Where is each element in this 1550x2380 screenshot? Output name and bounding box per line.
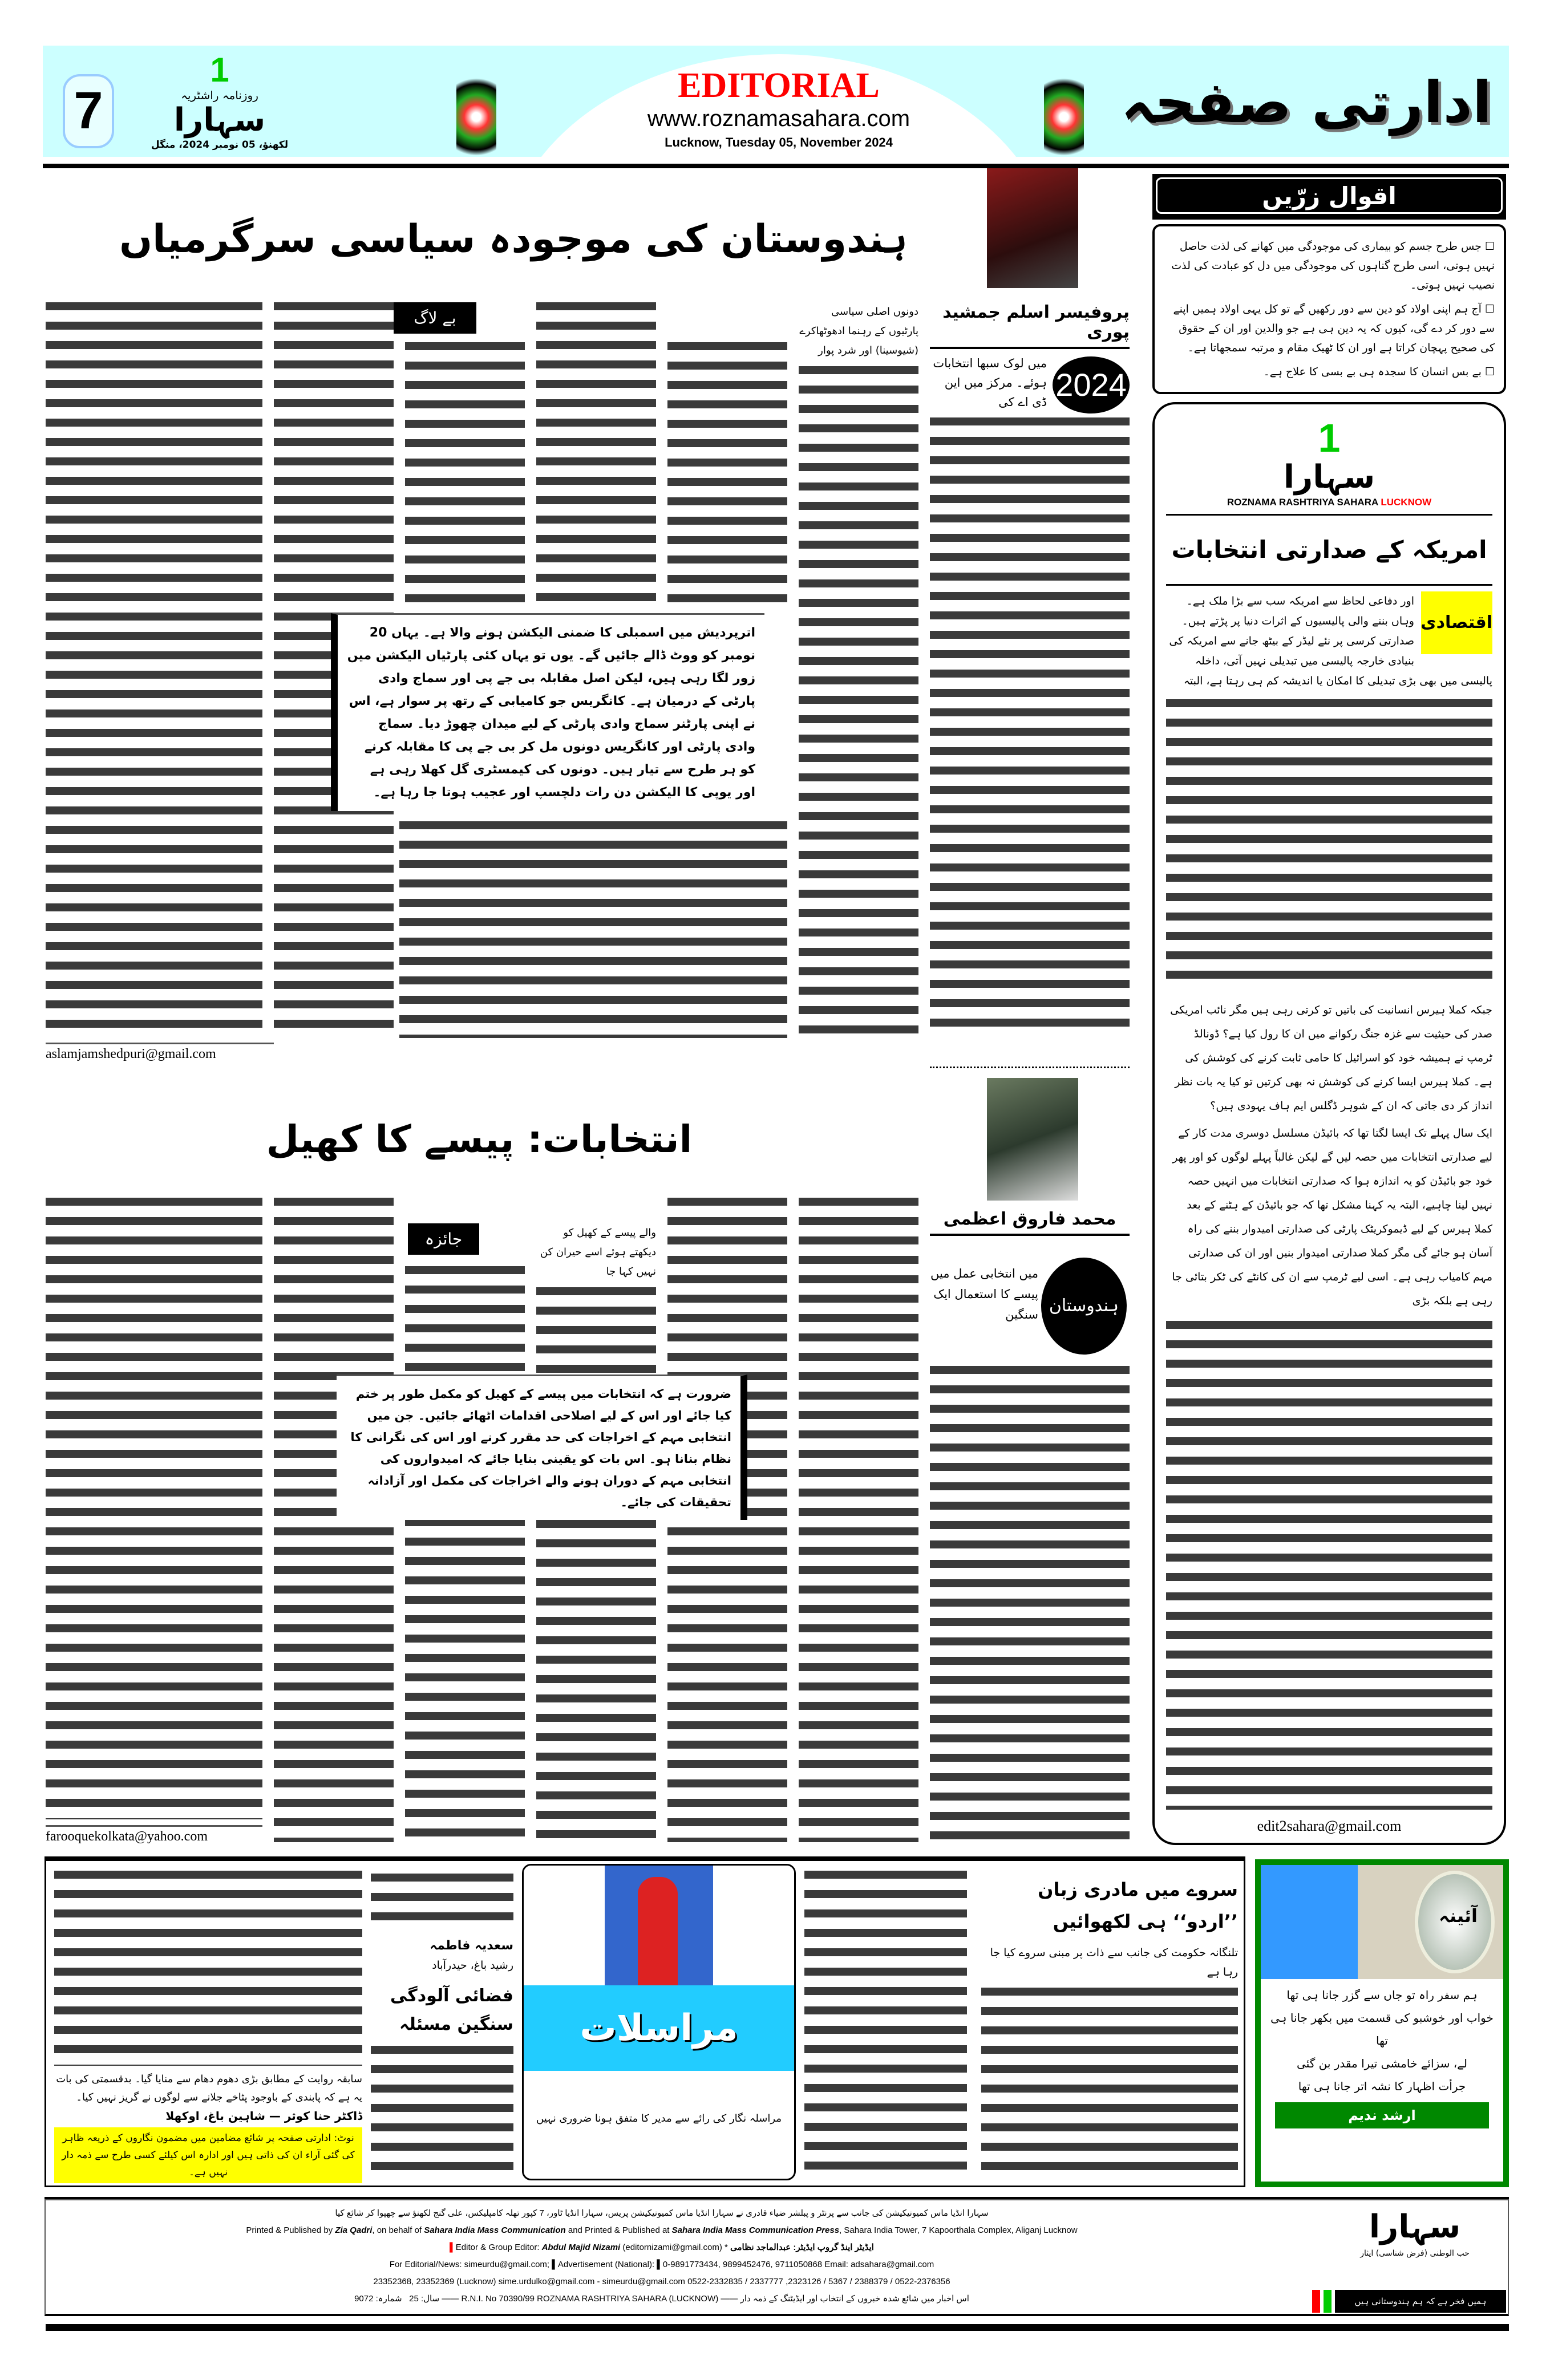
- article2-pullquote: ضرورت ہے کہ انتخابات میں پیسے کے کھیل کو مکمل طور پر ختم کیا جائے اور اس کے لیے اصلاحی اقدامات اٹھائے جائیں۔ جن میں انتخابی مہم کے اخراجات کی حد مقرر کرنے اور اس کی نگرانی کا نظام بنانا ہو۔ اس بات کو یقینی بنایا جائے کہ امیدواروں کی انتخابی مہم کے دوران ہونے والے اخراجات کی مکمل اور آزادانہ تحقیقات کی جائے۔: [337, 1375, 747, 1520]
- editorial-box: [1152, 402, 1506, 1845]
- letter3-signature: ڈاکٹر حنا کوثر — شاہین باغ، اوکھلا: [165, 2109, 362, 2123]
- article-divider: [930, 1067, 1130, 1070]
- letter1-body: [981, 1988, 1238, 2179]
- letters-left-column: [54, 1871, 362, 2183]
- editorial-rule: [1166, 584, 1492, 586]
- article2-email[interactable]: farooquekolkata@yahoo.com: [46, 1825, 262, 1844]
- article1-col1: [930, 354, 1130, 1038]
- editorial-body: [1166, 699, 1492, 990]
- dateline: Lucknow, Tuesday 05, November 2024: [665, 135, 893, 149]
- verse-line: جرأت اظہار کا نشہ اتر جانا ہی تھا: [1298, 2079, 1466, 2093]
- poet-portrait: آئینہ: [1261, 1865, 1503, 1979]
- article1-body-col4: [536, 302, 656, 607]
- editorial-para2: ایک سال پہلے تک ایسا لگتا تھا کہ بائیڈن مسلسل دوسری مدت کار کے لیے صدارتی انتخابات میں حصہ لیں گے لیکن غالباً پہلے لوگوں کو اور پھر خود جو بائیڈن کو یہ اندازہ ہوا کہ صدارتی انتخابات میں انہیں حصہ نہیں لینا چاہیے، البتہ یہ کہنا مشکل تھا کہ جو بائیڈن کے ہٹنے کے بعد کملا ہیرس کے لیے ڈیموکریٹک پارٹی کی صدارتی امیدوار بننے کی راہ آسان ہو جائے گی مگر کملا صدارتی امیدوار بنیں اور ان کی صدارتی مہم کامیاب رہی ہے۔ اسی لیے ٹرمپ سے ان کی کانٹے کی ٹکر بتائی جا رہی ہے بلکہ بڑی: [1172, 1127, 1492, 1307]
- author-photo-farooq: [987, 1078, 1078, 1201]
- sahara-logo: [134, 52, 305, 152]
- article1-pullquote: اترپردیش میں اسمبلی کا ضمنی الیکشن ہونے والا ہے۔ یہاں 20 نومبر کو ووٹ ڈالے جائیں گے۔ یوں تو یہاں کئی پارٹیاں الیکشن میں زور لگا رہی ہیں، لیکن اصل مقابلہ بی جے پی اور سماج وادی پارٹی کے درمیان ہے۔ کانگریس جو کامیابی کے رتھ پر سوار ہے، اس نے اپنی پارٹنر سماج وادی پارٹی کے لیے میدان چھوڑ دیا۔ سماج وادی پارٹی اور کانگریس دونوں مل کر بی جے پی کا مقابلہ کرنے کو ہر طرح سے تیار ہیں۔ دونوں کی کیمسٹری گل کھلا رہی ہے اور یوپی کا الیکشن دن رات دلچسپ اور عجیب ہوتا جا رہا ہے۔: [331, 613, 764, 811]
- article2-lead: والے پیسے کے کھیل کو دیکھتے ہوئے اسے حیران کن نہیں کہا جا: [540, 1227, 656, 1278]
- tag-iqtisadi: اقتصادی: [1421, 591, 1492, 654]
- mailbox-icon: [638, 1877, 678, 1985]
- article2-col4: [536, 1223, 656, 1842]
- article2-byline: محمد فاروق اعظمی: [930, 1209, 1130, 1236]
- letters-masthead: مراسلات مراسلہ نگار کی رائے سے مدیر کا متفق ہونا ضروری نہیں: [522, 1864, 796, 2180]
- website-link[interactable]: www.roznamasahara.com: [647, 106, 910, 131]
- email-icon: [524, 1866, 794, 1985]
- article2-body-col5: [405, 1266, 525, 1842]
- masthead-center: [502, 66, 1055, 150]
- verse-line: خواب اور خوشبو کی قسمت میں بکھر جانا ہی تھا: [1270, 2011, 1494, 2047]
- article2-col1: [930, 1263, 1130, 1842]
- letter2-body-lower: [371, 2046, 513, 2179]
- article2-headline: انتخابات: پیسے کا کھیل: [266, 1117, 693, 1161]
- author-photo-aslam: [987, 168, 1078, 288]
- article2-body-col4: [536, 1287, 656, 1842]
- article2-body-col2: [799, 1198, 918, 1842]
- tag-be-laag: بے لاگ: [394, 302, 476, 334]
- header-rule: [43, 164, 1509, 168]
- aqwal-box: [1152, 224, 1506, 394]
- aqwal-item: ☐ بے بس انسان کا سجدہ ہی بے بسی کا علاج ہے۔: [1263, 366, 1495, 378]
- letter1-intro: تلنگانہ حکومت کی جانب سے ذات پر مبنی سروے کیا جا رہا ہے: [990, 1947, 1238, 1978]
- letter1-body-col2: [804, 1871, 967, 2179]
- section-label: EDITORIAL: [678, 66, 880, 105]
- article1-col2: [799, 302, 918, 1038]
- article1-body-col7: [46, 302, 262, 1038]
- aqwal-item: ☐ آج ہم اپنی اولاد کو دین سے دور رکھیں گے تو کل یہی اولاد ہمیں اپنے سے دور کر دے گی، کیوں کہ یہ دین ہی ہے جو والدین اور ان کے حقوق کی صحیح پہچان کراتا ہے اور ان کا ٹھیک مقام و مرتبہ سمجھاتا ہے۔: [1173, 303, 1495, 354]
- letter3-excerpt: سابقہ روایت کے مطابق بڑی دھوم دھام سے منایا گیا۔ بدقسمتی کی بات یہ ہے کہ پابندی کے باوجود پٹاخے جلانے سے لوگوں نے گریز نہیں کیا۔: [56, 2073, 362, 2103]
- letter1: [981, 1874, 1238, 2179]
- verse-line: ہم سفر راہ تو جاں سے گزر جانا ہی تھا: [1286, 1988, 1478, 2002]
- editorial-email[interactable]: edit2sahara@gmail.com: [1257, 1818, 1402, 1834]
- hindustan-badge: ہندوستان: [1041, 1258, 1127, 1355]
- sunburst-left-icon: [456, 66, 496, 168]
- poet-name: ارشد ندیم: [1275, 2102, 1489, 2128]
- editorial-lead: اور دفاعی لحاظ سے امریکہ سب سے بڑا ملک ہے۔ وہاں بننے والی پالیسیوں کے اثرات دنیا پر پڑتے ہیں۔ صدارتی کرسی پر نئے لیڈر کے بیٹھ جانے سے امریکہ کی بنیادی خارجہ پالیسی میں تبدیلی نہیں آتی، داخلہ پالیسی میں بھی بڑی تبدیلی کا امکان یا اندیشہ کم ہی رہتا ہے، البتہ: [1169, 595, 1492, 687]
- editorial-headline: امریکہ کے صدارتی انتخابات: [1171, 536, 1487, 563]
- logo-wordmark: سہارا: [173, 102, 266, 139]
- editorial-para1: جبکہ کملا ہیرس انسانیت کی باتیں تو کرتی رہی ہیں مگر نائب امریکی صدر کی حیثیت سے غزہ جنگ رکوانے میں ان کا رول کیا ہے؟ ڈونالڈ ٹرمپ نے ہمیشہ خود کو اسرائیل کا حامی ثابت کرنے کی کوشش کی ہے۔ کملا ہیرس ایسا کرنے کی کوشش نہ بھی کرتیں تو کیا یہ بات نظر انداز کر دی جاتی کہ ان کے شوہر ڈگلس ایم ہاف یہودی ہیں؟: [1170, 1004, 1492, 1112]
- footer-slogan: ہمیں فخر ہے کہ ہم ہندوستانی ہیں: [1312, 2290, 1506, 2313]
- article1-body-col5: [405, 342, 525, 607]
- article1-byline: پروفیسر اسلم جمشید پوری: [930, 302, 1130, 349]
- year-badge: 2024: [1053, 356, 1130, 413]
- article1-body-lower: [399, 821, 787, 1038]
- bottom-rule: [46, 2324, 1509, 2331]
- article2-intro: میں انتخابی عمل میں پیسے کا استعمال ایک سنگین: [930, 1267, 1038, 1321]
- article1-lead: دونوں اصلی سیاسی پارٹیوں کے رہنما ادھوٹھاکرے (شیوسینا) اور شرد پوار: [799, 306, 918, 356]
- article1-body-col3: [667, 342, 787, 607]
- editorial-logo: 1 سہارا ROZNAMA RASHTRIYA SAHARA LUCKNOW: [1227, 416, 1432, 508]
- editorial-body-lower: [1166, 1321, 1492, 1810]
- right-column: [1152, 174, 1506, 1845]
- aqwal-title-box: اقوال زرّیں: [1152, 174, 1506, 220]
- logo-date: لکھنؤ، 05 نومبر 2024، منگل: [151, 139, 289, 151]
- logo-subtitle: روزنامہ راشٹریہ: [181, 88, 258, 102]
- footer-text: سہارا انڈیا ماس کمیونیکیشن کی جانب سے پرنٹر و پبلشر ضیاء قادری نے سہارا انڈیا ماس کمیونیکیشن پریس، سہارا انڈیا ٹاور، 7 کپور تھلہ کامپلیکس، علی گنج لکھنؤ سے چھپوا کر شائع کیا Printed & Published by Zia Qadri, on behalf of Sahara India Mass Communication and Printed & Published at Sahara India Mass Communication Press, Sahara India Tower, 7 Kapoorthala Complex, Aliganj Lucknow ▌Editor & Group Editor: Abdul Majid Nizami (editornizami@gmail.com) * ایڈیٹر اینڈ گروپ ایڈیٹر: عبدالماجد نظامی For Editorial/News: simeurdu@gmail.com; ▌Advertisement (National): ▌0-9891773434, 9899452476, 9711050868 Email: adsahara@gmail.com 23352368, 23352369 ‏(Lucknow) sime.urdulko@gmail.com - simeurdu@gmail.com ‏0522-2376356 / 2388379 / 5367 / 2323126, 2337777 / 0522-2332835 سال: 25 شمارہ: 9072 —— R.N.I. No 70390/99 ROZNAMA RASHTRIYA SAHARA (LUCKNOW) —— اس اخبار میں شائع شدہ خبروں کے انتخاب اور ایڈیٹنگ کے ذمہ دار: [246, 2208, 1078, 2304]
- article2-body-col7: [46, 1198, 262, 1819]
- logo-number-one: 1: [210, 51, 229, 89]
- letter1-title: سروے میں مادری زبان ’’اردو‘‘ ہی لکھوائیں: [1038, 1879, 1238, 1932]
- article1-intro: میں لوک سبھا انتخابات ہوئے۔ مرکز میں این ڈی اے کی: [933, 356, 1047, 409]
- footer-logo: سہارا حب الوطنی (فرض شناسی) ایثار: [1360, 2208, 1470, 2258]
- letter2-body: [54, 1871, 362, 2066]
- article1-headline: ہندوستان کی موجودہ سیاسی سرگرمیاں: [119, 217, 908, 262]
- article2-body-col6: [274, 1198, 394, 1842]
- article1-body-col1: [930, 417, 1130, 1038]
- letter2-header: سعدیہ فاطمہ رشید باغ، حیدرآباد فضائی آلودگی سنگین مسئلہ: [371, 1874, 513, 2179]
- page-title: ادارتی صفحہ: [1120, 69, 1492, 136]
- aaina-box: [1255, 1859, 1509, 2187]
- page-number: 7: [63, 74, 114, 148]
- article1-body-col2: [799, 366, 918, 1038]
- tag-jaiza: جائزہ: [408, 1223, 479, 1255]
- article2-body-col3: [667, 1198, 787, 1842]
- aqwal-item: ☐ جس طرح جسم کو بیماری کی موجودگی میں کھانے کی لذت حاصل نہیں ہوتی، اسی طرح گناہوں کی موجودگی میں دل کو عبادت کی لذت نصیب نہیں ہوتی۔: [1171, 240, 1495, 291]
- disclaimer-note: نوٹ: ادارتی صفحہ پر شائع مضامین میں مضمون نگاروں کے ذریعہ ظاہر کی گئی آراء ان کی ذاتی ہیں اور ادارہ اس کیلئے کسی طرح سے ذمہ دار نہیں ہے۔: [54, 2127, 362, 2183]
- article2-body-col1: [930, 1366, 1130, 1842]
- article1-email[interactable]: aslamjamshedpuri@gmail.com: [46, 1043, 274, 1062]
- verse-line: لے، سزائے خامشی تیرا مقدر بن گئی: [1297, 2057, 1467, 2070]
